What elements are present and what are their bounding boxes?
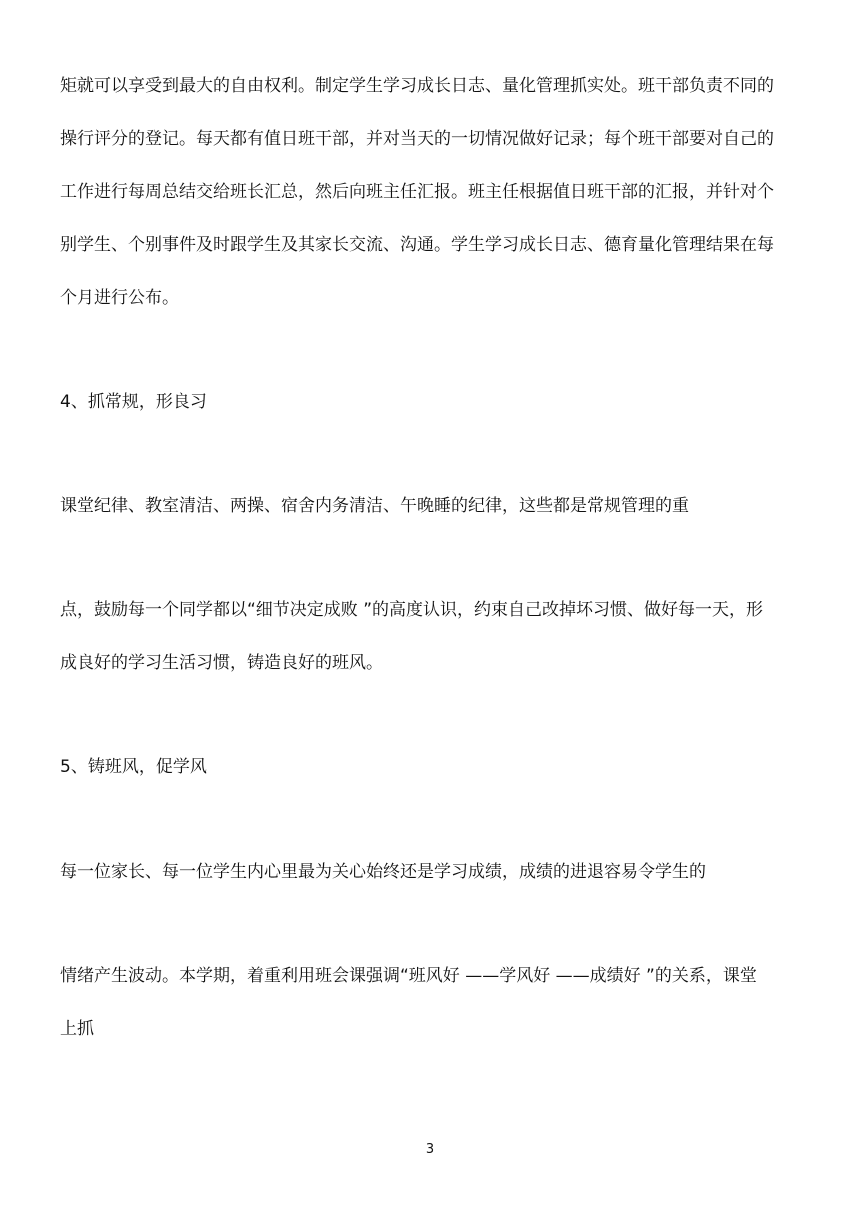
paragraph-line: 成良好的学习生活习惯，铸造良好的班风。 (60, 653, 383, 673)
section-heading-4: 4、抓常规，形良习 (60, 392, 207, 412)
paragraph-line: 个月进行公布。 (60, 288, 179, 308)
paragraph-line: 课堂纪律、教室清洁、两操、宿舍内务清洁、午晚睡的纪律，这些都是常规管理的重 (60, 496, 689, 516)
section-heading-5: 5、铸班风，促学风 (60, 757, 207, 777)
paragraph-line: 情绪产生波动。本学期，着重利用班会课强调“班风好 ——学风好 ——成绩好 ”的关系，课堂 (60, 966, 757, 986)
paragraph-line: 上抓 (60, 1019, 94, 1039)
paragraph-line: 矩就可以享受到最大的自由权利。制定学生学习成长日志、量化管理抓实处。班干部负责不同的 (60, 76, 774, 96)
paragraph-line: 每一位家长、每一位学生内心里最为关心始终还是学习成绩，成绩的进退容易令学生的 (60, 862, 706, 882)
paragraph-line: 操行评分的登记。每天都有值日班干部，并对当天的一切情况做好记录；每个班干部要对自己的 (60, 129, 774, 149)
paragraph-line: 点，鼓励每一个同学都以“细节决定成败 ”的高度认识，约束自己改掉坏习惯、做好每一天，形 (60, 600, 764, 620)
paragraph-line: 工作进行每周总结交给班长汇总，然后向班主任汇报。班主任根据值日班干部的汇报，并针对个 (60, 182, 774, 202)
paragraph-line: 别学生、个别事件及时跟学生及其家长交流、沟通。学生学习成长日志、德育量化管理结果在每 (60, 235, 774, 255)
page-number: 3 (425, 1142, 435, 1157)
